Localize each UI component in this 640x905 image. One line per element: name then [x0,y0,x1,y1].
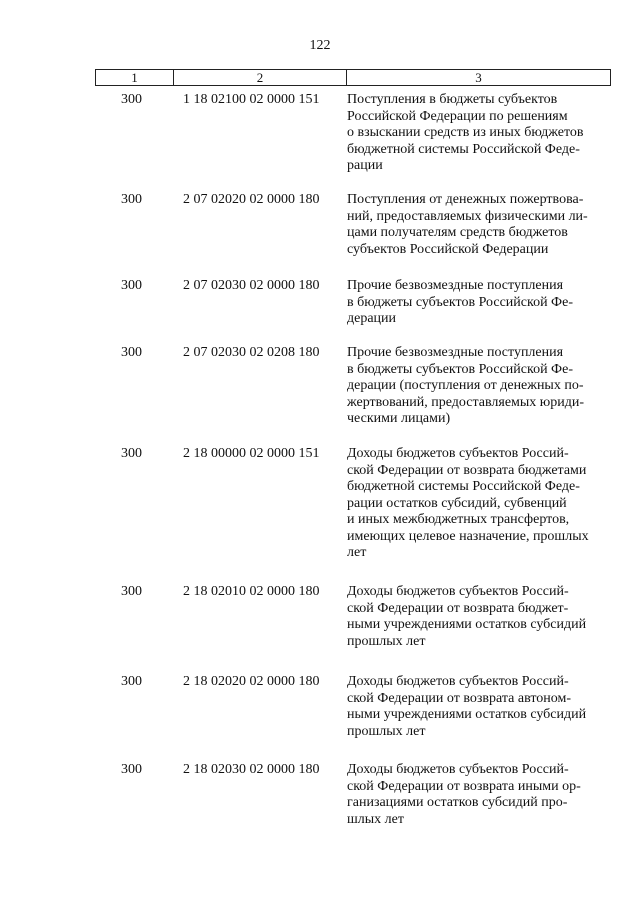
description-line: Прочие безвозмездные поступления [347,278,564,293]
description-line: ными учреждениями остатков субсидий [347,617,587,632]
income-description [347,674,609,740]
description-line: дерации [347,311,397,326]
description-line: дерации (поступления от денежных по- [347,378,584,393]
table-header [95,69,611,86]
column-header-1: 1 [96,70,174,85]
description-line: ческими лицами) [347,411,451,426]
description-line: рации [347,158,383,173]
description-line: субъектов Российской Федерации [347,241,549,257]
description-line: и иных межбюджетных трансфертов, [347,512,570,527]
income-description [347,446,609,562]
description-line: ний, предоставляемых физическими ли- [347,208,588,224]
description-line: в бюджеты субъектов Российской Фе- [347,294,573,310]
income-description [347,92,609,175]
description-line: Доходы бюджетов субъектов Россий- [347,446,569,461]
description-line: Российской Федерации по решениям [347,108,568,124]
admin-code: 300 [121,446,142,461]
income-description [347,345,609,428]
description-line: бюджетной системы Российской Феде- [347,479,580,494]
budget-code: 2 07 02030 02 0208 180 [183,345,320,360]
description-line: Доходы бюджетов субъектов Россий- [347,762,569,777]
budget-code: 2 18 02020 02 0000 180 [183,674,320,689]
description-line: рации остатков субсидий, субвенций [347,495,567,511]
description-line: ской Федерации от возврата иными ор- [347,778,581,794]
description-line: прошлых лет [347,723,426,739]
column-header-2: 2 [174,70,347,85]
description-line: бюджетной системы Российской Феде- [347,141,580,157]
description-line: шлых лет [347,811,404,827]
description-line: Доходы бюджетов субъектов Россий- [347,674,569,689]
description-line: о взыскании средств из иных бюджетов [347,125,584,140]
income-description [347,192,609,258]
description-line: в бюджеты субъектов Российской Фе- [347,361,573,377]
description-line: Поступления от денежных пожертвова- [347,192,584,207]
admin-code: 300 [121,674,142,689]
admin-code: 300 [121,192,142,207]
description-line: ными учреждениями остатков субсидий [347,707,587,722]
budget-code: 2 18 02010 02 0000 180 [183,584,320,599]
description-line: цами получателям средств бюджетов [347,225,568,240]
budget-code: 2 07 02020 02 0000 180 [183,192,320,207]
description-line: жертвований, предоставляемых юриди- [347,394,585,410]
admin-code: 300 [121,278,142,293]
description-line: лет [347,545,367,560]
admin-code: 300 [121,345,142,360]
description-line: ганизациями остатков субсидий про- [347,795,568,810]
description-line: Поступления в бюджеты субъектов [347,92,558,107]
description-line: Прочие безвозмездные поступления [347,345,564,360]
budget-code: 2 18 02030 02 0000 180 [183,762,320,777]
column-header-3: 3 [475,70,482,85]
income-description [347,278,609,328]
description-line: ской Федерации от возврата бюджет- [347,600,569,616]
description-line: имеющих целевое назначение, прошлых [347,528,589,544]
description-line: ской Федерации от возврата бюджетами [347,462,587,478]
admin-code: 300 [121,584,142,599]
page-number: 122 [309,38,331,53]
income-description [347,584,609,650]
description-line: Доходы бюджетов субъектов Россий- [347,584,569,599]
description-line: прошлых лет [347,633,426,649]
budget-code: 1 18 02100 02 0000 151 [183,92,320,107]
description-line: ской Федерации от возврата автоном- [347,690,572,706]
admin-code: 300 [121,762,142,777]
income-description [347,762,609,828]
budget-code: 2 18 00000 02 0000 151 [183,446,320,461]
budget-code: 2 07 02030 02 0000 180 [183,278,320,293]
admin-code: 300 [121,92,142,107]
